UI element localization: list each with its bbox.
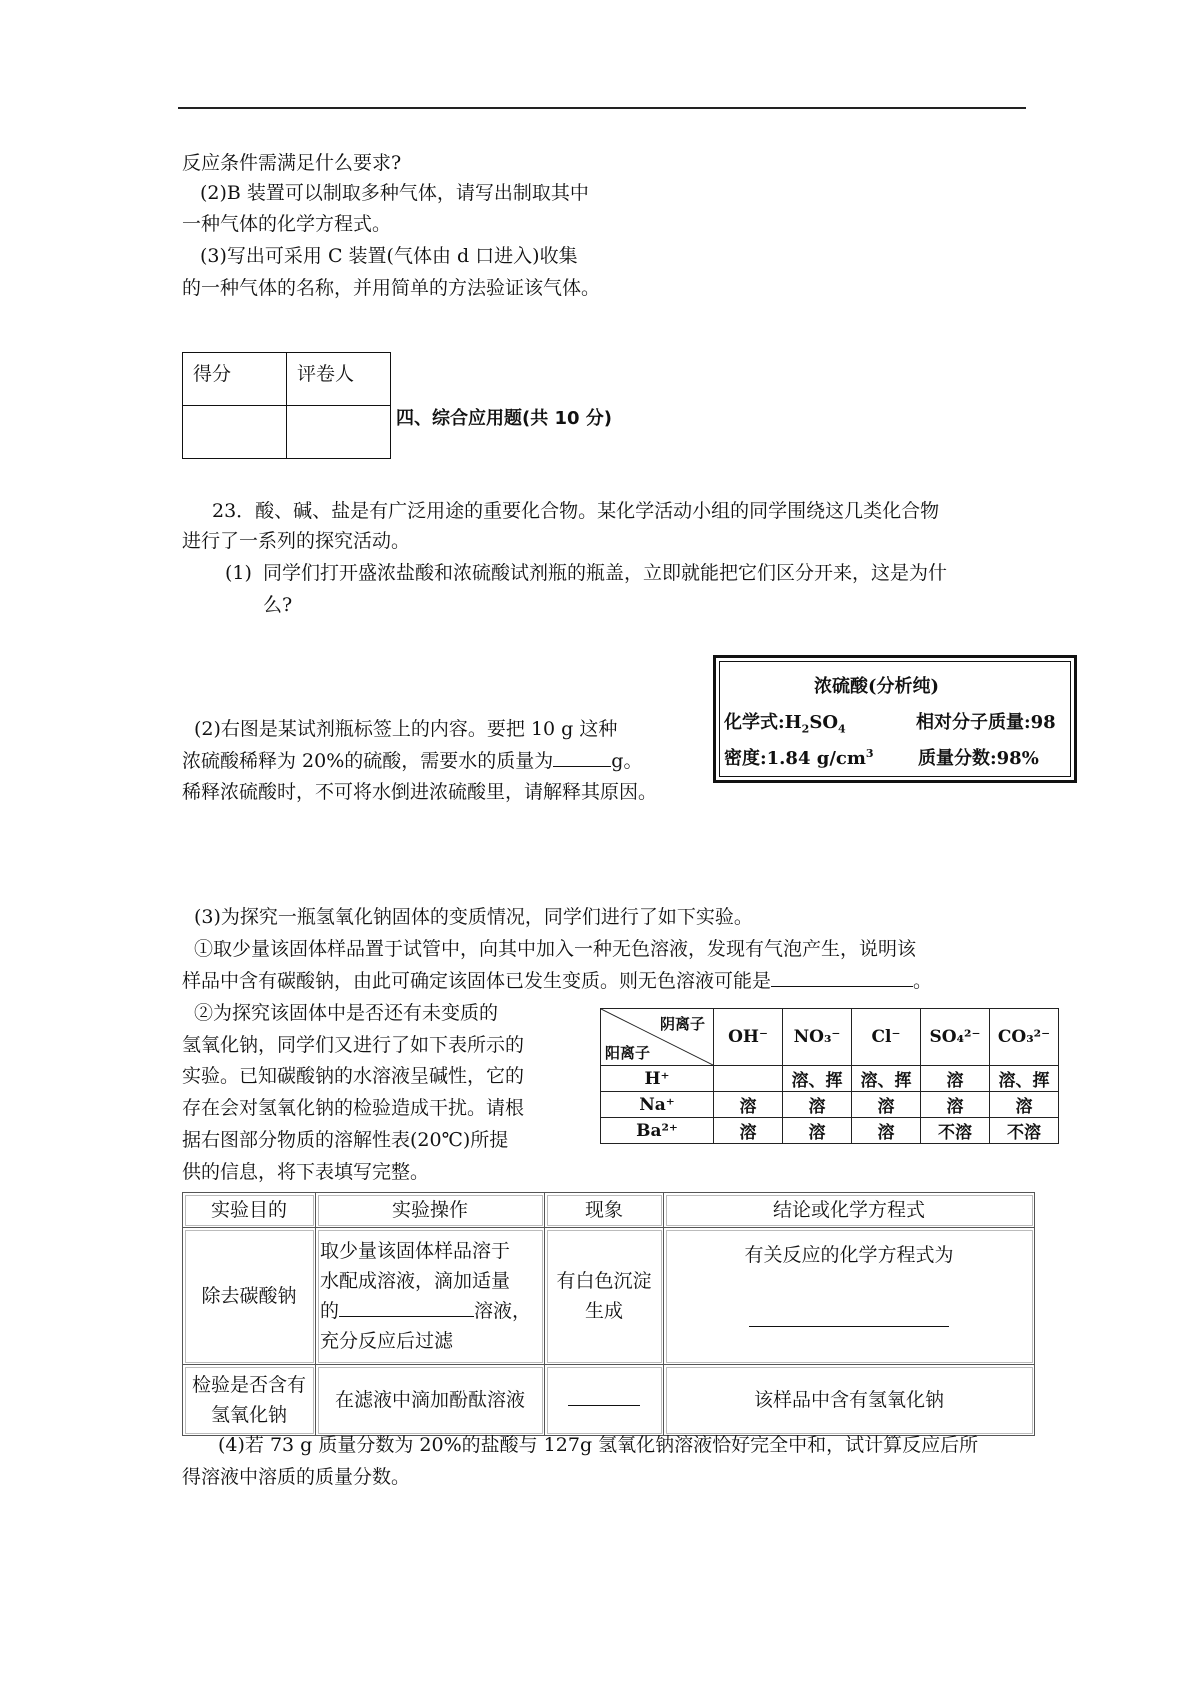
q23-part2-line-3: 稀释浓硫酸时，不可将水倒进浓硫酸里，请解释其原因。 bbox=[182, 781, 658, 803]
table-row bbox=[183, 1365, 1035, 1436]
header-purpose: 实验目的 bbox=[183, 1193, 316, 1228]
row1-conclusion-text: 有关反应的化学方程式为 bbox=[744, 1244, 954, 1266]
table-row bbox=[601, 1118, 1059, 1144]
solubility-cell: 溶、挥 bbox=[990, 1066, 1059, 1092]
q23-part3-line-9: 供的信息，将下表填写完整。 bbox=[182, 1161, 430, 1183]
row1-purpose: 除去碳酸钠 bbox=[183, 1228, 316, 1365]
solubility-cell: 溶 bbox=[852, 1118, 921, 1144]
water-mass-blank[interactable] bbox=[553, 748, 611, 767]
q23-part1-number: (1) bbox=[225, 562, 252, 584]
reagent-blank[interactable] bbox=[339, 1298, 474, 1317]
cation-header: 阳离子 bbox=[605, 1044, 651, 1062]
header-rule bbox=[178, 107, 1026, 109]
solubility-cell: 溶 bbox=[921, 1066, 990, 1092]
reagent-mass-fraction: 质量分数:98% bbox=[918, 748, 1039, 769]
solubility-cell: 溶 bbox=[990, 1092, 1059, 1118]
anion-cl: Cl⁻ bbox=[852, 1009, 921, 1066]
score-cell[interactable] bbox=[183, 406, 287, 459]
q23-part2-line-2 bbox=[182, 748, 642, 774]
reagent-density: 密度:1.84 $g/cm^3$ bbox=[724, 747, 874, 769]
q23-part3-line-7: 存在会对氢氧化钠的检验造成干扰。请根 bbox=[182, 1097, 525, 1119]
q23-part4-line-2: 得溶液中溶质的质量分数。 bbox=[182, 1466, 411, 1488]
header-conclusion: 结论或化学方程式 bbox=[664, 1193, 1035, 1228]
row2-phenomenon bbox=[545, 1365, 664, 1436]
solubility-cell: 溶 bbox=[921, 1092, 990, 1118]
grader-cell[interactable] bbox=[287, 406, 391, 459]
q23-part4-line-1: (4)若 73 g 质量分数为 20%的盐酸与 127g 氢氧化钠溶液恰好完全中和，试计算反应后所 bbox=[218, 1434, 979, 1456]
anion-co3: CO₃²⁻ bbox=[990, 1009, 1059, 1066]
solubility-table bbox=[600, 1008, 1059, 1144]
q23-part3-line-4: ②为探究该固体中是否还有未变质的 bbox=[194, 1002, 499, 1024]
q23-part3-line-1: (3)为探究一瓶氢氧化钠固体的变质情况，同学们进行了如下实验。 bbox=[194, 906, 753, 928]
anion-header: 阴离子 bbox=[659, 1015, 705, 1033]
solubility-cell: 溶 bbox=[714, 1092, 783, 1118]
table-header-row bbox=[183, 1193, 1035, 1228]
q22-line-1: 反应条件需满足什么要求? bbox=[182, 152, 402, 174]
solubility-cell: 溶 bbox=[783, 1118, 852, 1144]
table-row bbox=[601, 1092, 1059, 1118]
cation-h: H⁺ bbox=[601, 1066, 714, 1092]
anion-so4: SO₄²⁻ bbox=[921, 1009, 990, 1066]
q23-intro-2: 进行了一系列的探究活动。 bbox=[182, 530, 411, 552]
anion-oh: OH⁻ bbox=[714, 1009, 783, 1066]
solubility-cell: 不溶 bbox=[921, 1118, 990, 1144]
anion-no3: NO₃⁻ bbox=[783, 1009, 852, 1066]
q23-part3-text-b: 。 bbox=[913, 970, 933, 992]
table-row bbox=[601, 1066, 1059, 1092]
solubility-cell bbox=[714, 1066, 783, 1092]
q22-line-5: 的一种气体的名称，并用简单的方法验证该气体。 bbox=[182, 277, 601, 299]
row1-phenomenon bbox=[545, 1228, 664, 1365]
cation-ba: Ba²⁺ bbox=[601, 1118, 714, 1144]
row1-op-line-2: 水配成溶液，滴加适量 bbox=[320, 1270, 511, 1292]
header-operation: 实验操作 bbox=[316, 1193, 545, 1228]
row1-phenom-line-2: 生成 bbox=[584, 1300, 623, 1322]
q22-line-4: (3)写出可采用 C 装置(气体由 d 口进入)收集 bbox=[200, 245, 578, 267]
grader-label: 评卷人 bbox=[287, 353, 391, 406]
row1-op-line-4: 充分反应后过滤 bbox=[320, 1330, 454, 1352]
row1-operation bbox=[316, 1228, 545, 1365]
q23-part2-line-1: (2)右图是某试剂瓶标签上的内容。要把 10 g 这种 bbox=[194, 718, 618, 740]
q23-part3-line-8: 据右图部分物质的溶解性表(20℃)所提 bbox=[182, 1129, 509, 1151]
header-phenomenon: 现象 bbox=[545, 1193, 664, 1228]
solubility-cell: 溶 bbox=[714, 1118, 783, 1144]
section-title: 四、综合应用题(共 10 分) bbox=[396, 408, 613, 429]
solubility-header-diagonal bbox=[601, 1009, 714, 1066]
q22-line-3: 一种气体的化学方程式。 bbox=[182, 213, 392, 235]
experiment-table bbox=[182, 1192, 1035, 1436]
reagent-formula: 化学式$:H_2SO_4$ bbox=[724, 712, 846, 736]
q23-part1-line-2: 么? bbox=[263, 594, 293, 616]
reagent-label bbox=[713, 655, 1077, 783]
row2-conclusion: 该样品中含有氢氧化钠 bbox=[664, 1365, 1035, 1436]
phenomenon-blank[interactable] bbox=[568, 1387, 640, 1406]
q23-part3-line-3 bbox=[182, 968, 932, 994]
solubility-cell: 溶、挥 bbox=[852, 1066, 921, 1092]
q23-part3-line-6: 实验。已知碳酸钠的水溶液呈碱性，它的 bbox=[182, 1065, 525, 1087]
reagent-title: 浓硫酸(分析纯) bbox=[814, 676, 940, 697]
q23-part3-text-a: 样品中含有碳酸钠，由此可确定该固体已发生变质。则无色溶液可能是 bbox=[182, 970, 772, 992]
row1-conclusion bbox=[664, 1228, 1035, 1365]
q23-intro-1: 23．酸、碱、盐是有广泛用途的重要化合物。某化学活动小组的同学围绕这几类化合物 bbox=[212, 500, 940, 522]
q23-part1-line-1: 同学们打开盛浓盐酸和浓硫酸试剂瓶的瓶盖，立即就能把它们区分开来，这是为什 bbox=[263, 562, 948, 584]
q23-part3-line-2: ①取少量该固体样品置于试管中，向其中加入一种无色溶液，发现有气泡产生，说明该 bbox=[194, 938, 917, 960]
colorless-solution-blank[interactable] bbox=[771, 968, 913, 987]
row1-op-line-3: 的 溶液， bbox=[320, 1300, 532, 1322]
q22-line-2: (2)B 装置可以制取多种气体，请写出制取其中 bbox=[200, 182, 589, 204]
q23-part2-text-b: g。 bbox=[611, 750, 643, 772]
q23-part2-text-a: 浓硫酸稀释为 20%的硫酸，需要水的质量为 bbox=[182, 750, 554, 772]
solubility-cell: 不溶 bbox=[990, 1118, 1059, 1144]
row2-operation: 在滤液中滴加酚酞溶液 bbox=[316, 1365, 545, 1436]
row1-phenom-line-1: 有白色沉淀 bbox=[556, 1270, 652, 1292]
cation-na: Na⁺ bbox=[601, 1092, 714, 1118]
row2-purpose: 检验是否含有 氢氧化钠 bbox=[183, 1365, 316, 1436]
q23-part3-line-5: 氢氧化钠，同学们又进行了如下表所示的 bbox=[182, 1034, 525, 1056]
equation-blank[interactable] bbox=[749, 1306, 949, 1327]
score-label: 得分 bbox=[183, 353, 287, 406]
solubility-cell: 溶 bbox=[783, 1092, 852, 1118]
solubility-cell: 溶 bbox=[852, 1092, 921, 1118]
row1-op-line-1: 取少量该固体样品溶于 bbox=[320, 1240, 511, 1262]
solubility-cell: 溶、挥 bbox=[783, 1066, 852, 1092]
table-row bbox=[183, 1228, 1035, 1365]
reagent-molar-mass: 相对分子质量:98 bbox=[916, 712, 1056, 733]
score-box bbox=[182, 352, 391, 459]
